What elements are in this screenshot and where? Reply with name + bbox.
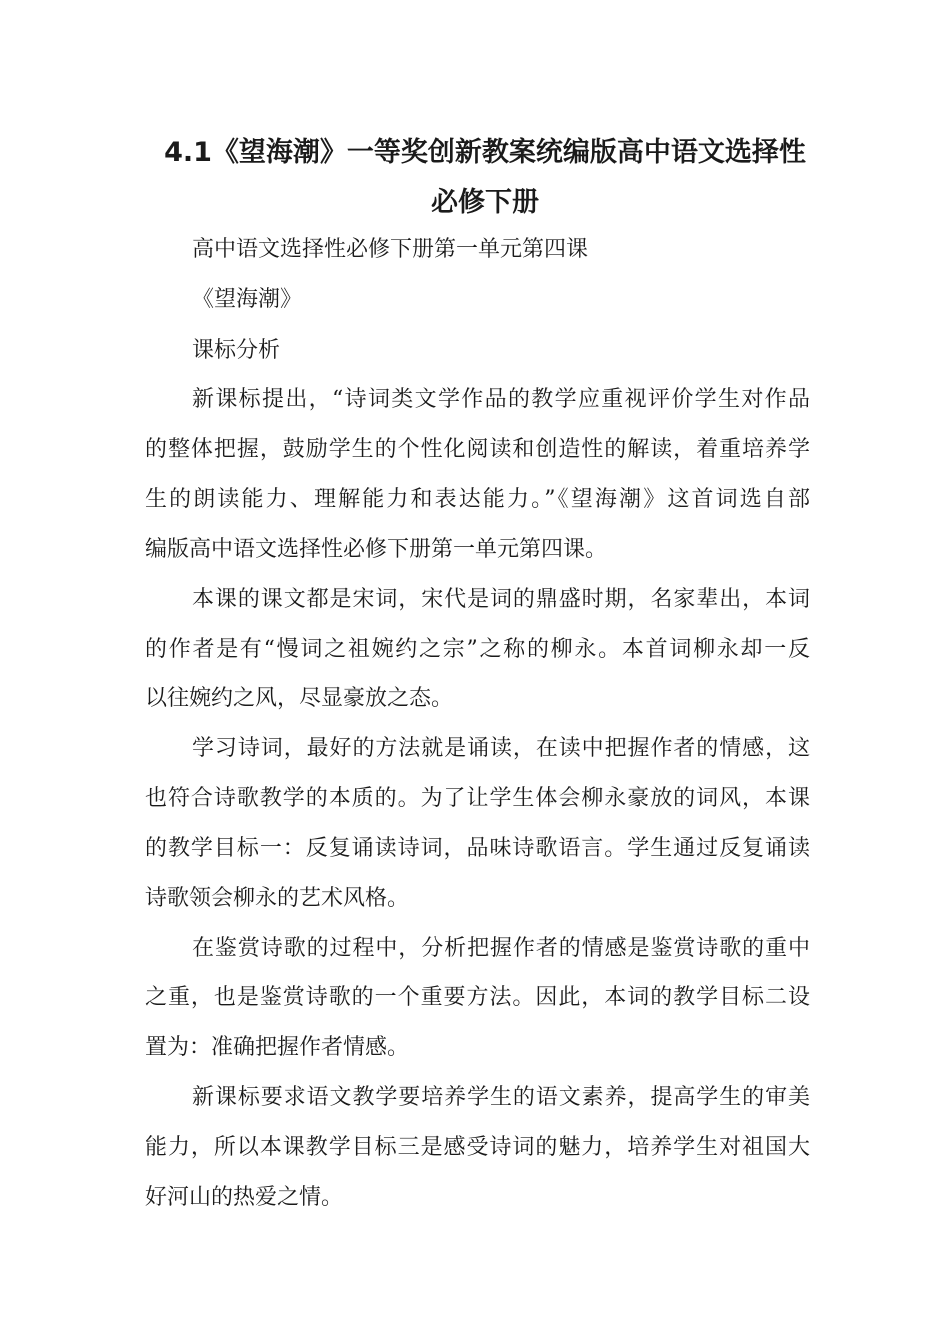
section-heading: 课标分析	[192, 338, 281, 363]
course-location: 高中语文选择性必修下册第一单元第四课	[192, 237, 589, 262]
paragraph-line: 新课标提出，“诗词类文学作品的教学应重视评价学生对作品	[192, 387, 810, 412]
paragraph-line: 诗歌领会柳永的艺术风格。	[145, 886, 410, 911]
paragraph-line: 学习诗词，最好的方法就是诵读，在读中把握作者的情感，这	[192, 736, 810, 761]
paragraph-line: 本课的课文都是宋词，宋代是词的鼎盛时期，名家辈出，本词	[192, 587, 810, 612]
paragraph-line: 能力，所以本课教学目标三是感受诗词的魅力，培养学生对祖国大	[145, 1135, 810, 1160]
paragraph-line: 的作者是有“慢词之祖婉约之宗”之称的柳永。本首词柳永却一反	[145, 637, 810, 662]
paragraph-line: 新课标要求语文教学要培养学生的语文素养，提高学生的审美	[192, 1085, 810, 1110]
paragraph-line: 的整体把握，鼓励学生的个性化阅读和创造性的解读，着重培养学	[145, 437, 810, 462]
paragraph-line: 置为：准确把握作者情感。	[145, 1035, 410, 1060]
paragraph-line: 编版高中语文选择性必修下册第一单元第四课。	[145, 537, 608, 562]
lesson-title: 《望海潮》	[192, 287, 303, 312]
paragraph-line: 以往婉约之风，尽显豪放之态。	[145, 686, 454, 711]
document-title-line-2: 必修下册	[431, 187, 539, 218]
paragraph-line: 好河山的热爱之情。	[145, 1185, 344, 1210]
paragraph-line: 的教学目标一：反复诵读诗词，品味诗歌语言。学生通过反复诵读	[145, 836, 810, 861]
paragraph-line: 也符合诗歌教学的本质的。为了让学生体会柳永豪放的词风，本课	[145, 786, 810, 811]
paragraph-line: 之重，也是鉴赏诗歌的一个重要方法。因此，本词的教学目标二设	[145, 985, 810, 1010]
document-title-line-1: 4.1《望海潮》一等奖创新教案统编版高中语文选择性	[164, 137, 806, 168]
paragraph-line: 生的朗读能力、理解能力和表达能力。”《望海潮》这首词选自部	[145, 487, 810, 512]
paragraph-line: 在鉴赏诗歌的过程中，分析把握作者的情感是鉴赏诗歌的重中	[192, 936, 810, 961]
